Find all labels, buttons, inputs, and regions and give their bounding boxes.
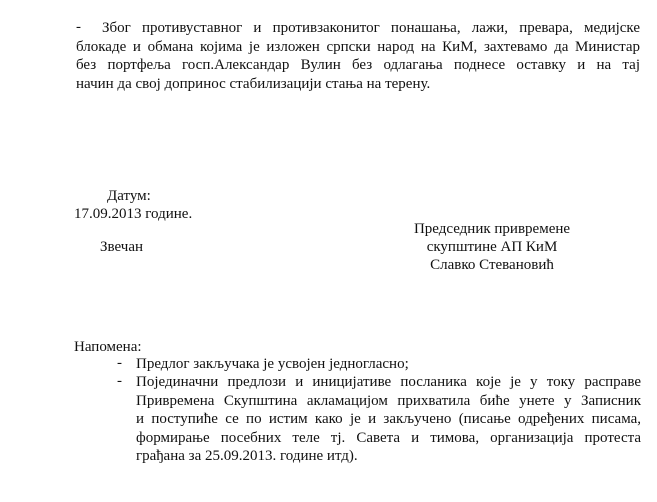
note-item-line: Појединачни предлози и иницијативе посланика које је у току расправе [136,374,641,390]
note-item-bullet: - [117,355,122,371]
note-item-line: Привремена Скупштина акламацијом прихватила биће унете у Записник [136,392,641,409]
demand-line: без портфеља госп.Александар Вулин без одлагања поднесе оставку и на тај [76,57,640,73]
note-item-bullet: - [117,373,122,389]
note-item-line: Предлог закључака је усвојен једногласно; [136,356,409,372]
date-value: 17.09.2013 године. [74,206,193,222]
signature-title-line-2: скупштине АП КиМ [426,239,558,255]
note-item [136,355,641,374]
demand-line: Због противуставног и противзаконитог понашања, лажи, превара, медијске [102,20,640,36]
demand-line: начин да свој допринос стабилизацији стања на терену. [76,75,431,92]
date-label: Датум: [107,188,151,204]
note-item-line: и поступиће се по истим како је и закључено (писање одређених писама, [136,411,641,427]
note-item-line: грађана за 25.09.2013. године итд). [136,448,358,464]
signatory-name: Славко Стевановић [430,257,554,273]
place-name: Звечан [100,239,144,255]
signature-title-line-1: Председник привремене [413,221,571,237]
demand-line: блокаде и обмана којима је изложен српски народ на КиМ, захтевамо да Министар [76,38,640,55]
note-label: Напомена: [74,339,142,355]
note-item-line: формирање посебних теле тј. Савета и тимова, организација протеста [136,429,641,446]
demand-bullet: - [76,19,81,35]
demand-paragraph [76,19,640,93]
note-item [136,373,641,466]
